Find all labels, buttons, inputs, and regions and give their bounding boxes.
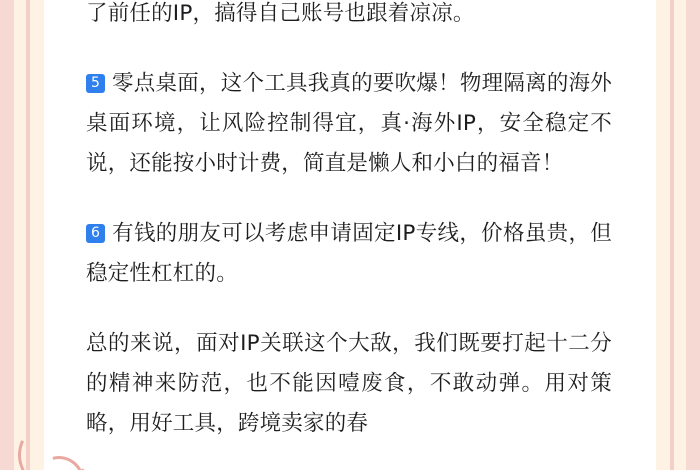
paragraph-summary xyxy=(86,324,612,444)
paragraph-spacer xyxy=(86,34,612,64)
paragraph-text: 零点桌面，这个工具我真的要吹爆！物理隔离的海外桌面环境，让风险控制得宜，真·海外IP，安全稳定不说，还能按小时计费，简直是懒人和小白的福音！ xyxy=(86,71,612,176)
list-number-badge-6: 6 xyxy=(86,224,105,243)
paragraph-spacer xyxy=(86,184,612,214)
paragraph-text: 总的来说，面对IP关联这个大敌，我们既要打起十二分的精神来防范，也不能因噎废食，不敢动弹。用对策略，用好工具，跨境卖家的春 xyxy=(86,331,612,436)
document-body xyxy=(44,0,656,470)
paragraph-item-6 xyxy=(86,214,612,294)
paragraph-text: 有钱的朋友可以考虑申请固定IP专线，价格虽贵，但稳定性杠杠的。 xyxy=(86,221,612,286)
paragraph-top-partial xyxy=(86,0,612,34)
list-number-badge-5: 5 xyxy=(86,74,105,93)
paragraph-text: 了前任的IP，搞得自己账号也跟着凉凉。 xyxy=(86,1,475,26)
paragraph-spacer xyxy=(86,294,612,324)
paragraph-item-5 xyxy=(86,64,612,184)
